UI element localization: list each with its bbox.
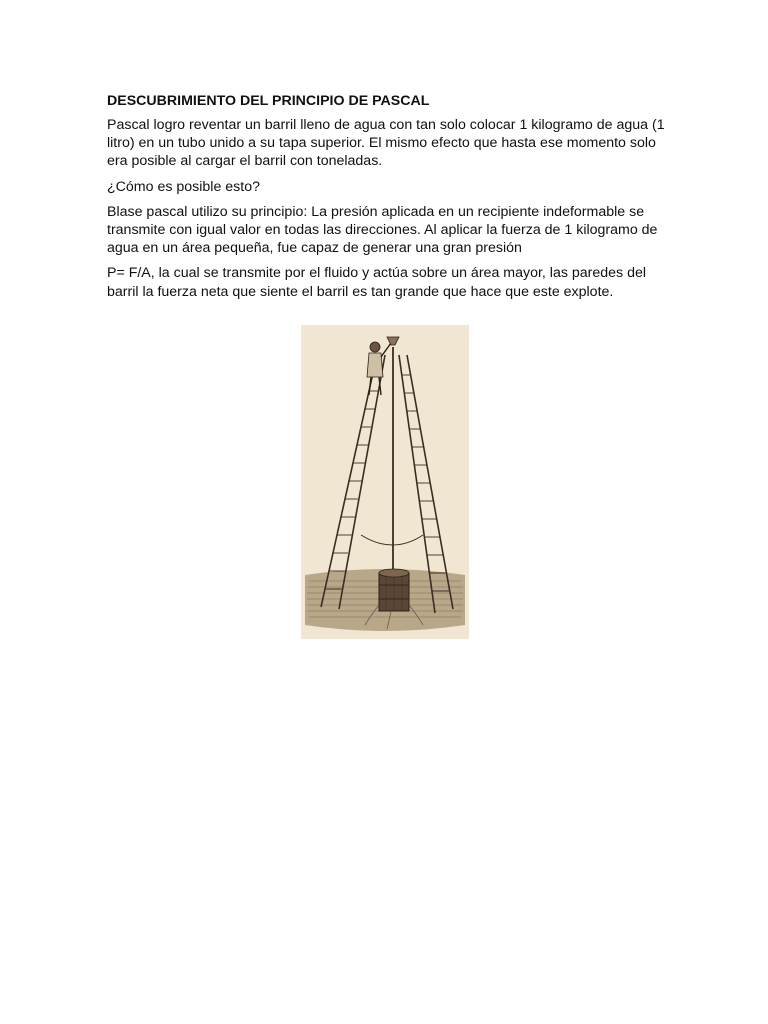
document-body: [107, 92, 667, 308]
pascal-barrel-illustration: [301, 325, 469, 639]
pascal-barrel-engraving-icon: [301, 325, 469, 639]
document-title: DESCUBRIMIENTO DEL PRINCIPIO DE PASCAL: [107, 93, 430, 109]
paragraph-formula: P= F/A, la cual se transmite por el fluido y actúa sobre un área mayor, las paredes del barril la fuerza neta que siente el barril es tan grande que hace que este explote.: [107, 265, 647, 300]
paragraph-question: ¿Cómo es posible esto?: [107, 178, 260, 195]
paragraph-intro: Pascal logro reventar un barril lleno de agua con tan solo colocar 1 kilogramo de agua (1 litro) en un tubo unido a su tapa superior. El mismo efecto que hasta ese momento solo era posible al cargar el barril con toneladas.: [107, 117, 665, 170]
paragraph-principle: Blase pascal utilizo su principio: La presión aplicada en un recipiente indeformable se transmite con igual valor en todas las direcciones. Al aplicar la fuerza de 1 kilogramo de agua en un área pequeña, fue capaz de generar una gran presión: [107, 203, 658, 257]
